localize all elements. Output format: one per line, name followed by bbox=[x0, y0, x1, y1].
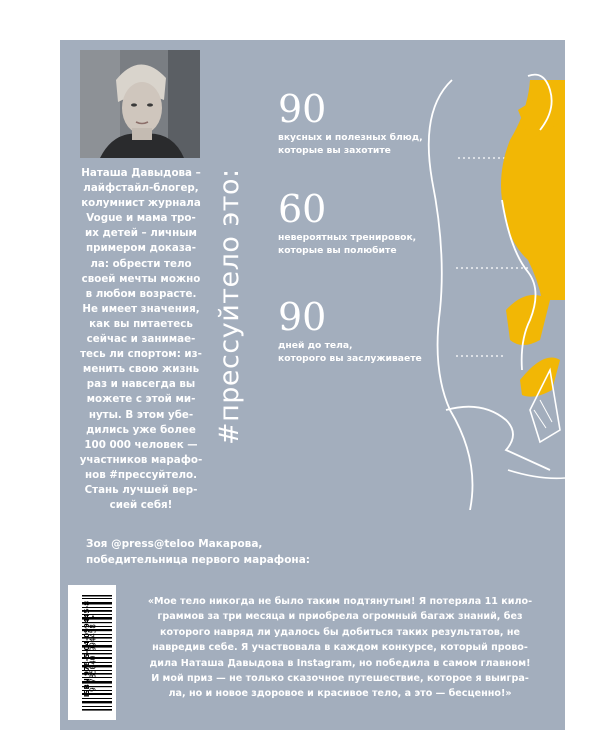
author-portrait-icon bbox=[80, 50, 200, 158]
barcode-digits: 9 785040 994458 > bbox=[88, 615, 98, 692]
stat-text: невероятных тренировок, которые вы полюбите bbox=[278, 232, 417, 256]
stat-number: 90 bbox=[278, 87, 327, 131]
author-bio: Наташа Давыдова – лайфстайл-блогер, колумнист журнала Vogue и мама тро- их детей – личным примером доказа- ла: обрести тело своей мечты можно в любом возрасте. Не имеет значения, как вы питаетесь сейчас и занимае- тесь ли спортом: из- менить свою жизнь раз и навсегда вы можете с этой ми- нуты. В этом убе- дились уже более 100 000 человек — участников марафо- нов #прессуйтело. Стань лучшей вер- сией себя! bbox=[79, 167, 203, 512]
author-photo bbox=[80, 50, 200, 158]
isbn-label: ISBN 978-5-04-099445-8 bbox=[83, 600, 91, 698]
testimonial-quote: «Мое тело никогда не было таким подтянутым! Я потеряла 11 кило- граммов за три месяца и приобрела огромный багаж знаний, без которого навряд ли удалось бы добиться таких результатов, не навредив себе. Я участвовала в каждом конкурсе, который прово- дила Наташа Давыдова в Instagram, но победила в самом главном! И мой приз — не только сказочное путешествие, которое я выигра- ла, но и новое здоровое и красивое тело, а это — бесценно!» bbox=[147, 596, 533, 700]
body-silhouette-illustration bbox=[410, 50, 565, 510]
stat-text: вкусных и полезных блюд, которые вы захотите bbox=[278, 132, 423, 156]
back-cover bbox=[60, 40, 565, 730]
stat-text: дней до тела, которого вы заслуживаете bbox=[278, 340, 422, 364]
stat-number: 60 bbox=[278, 187, 327, 231]
stat-number: 90 bbox=[278, 295, 327, 339]
isbn-barcode-box bbox=[68, 585, 116, 720]
quote-author: Зоя @press@teloo Макарова, победительница первого марафона: bbox=[86, 538, 310, 566]
hashtag-heading: #прессуйтело это: bbox=[214, 168, 245, 445]
